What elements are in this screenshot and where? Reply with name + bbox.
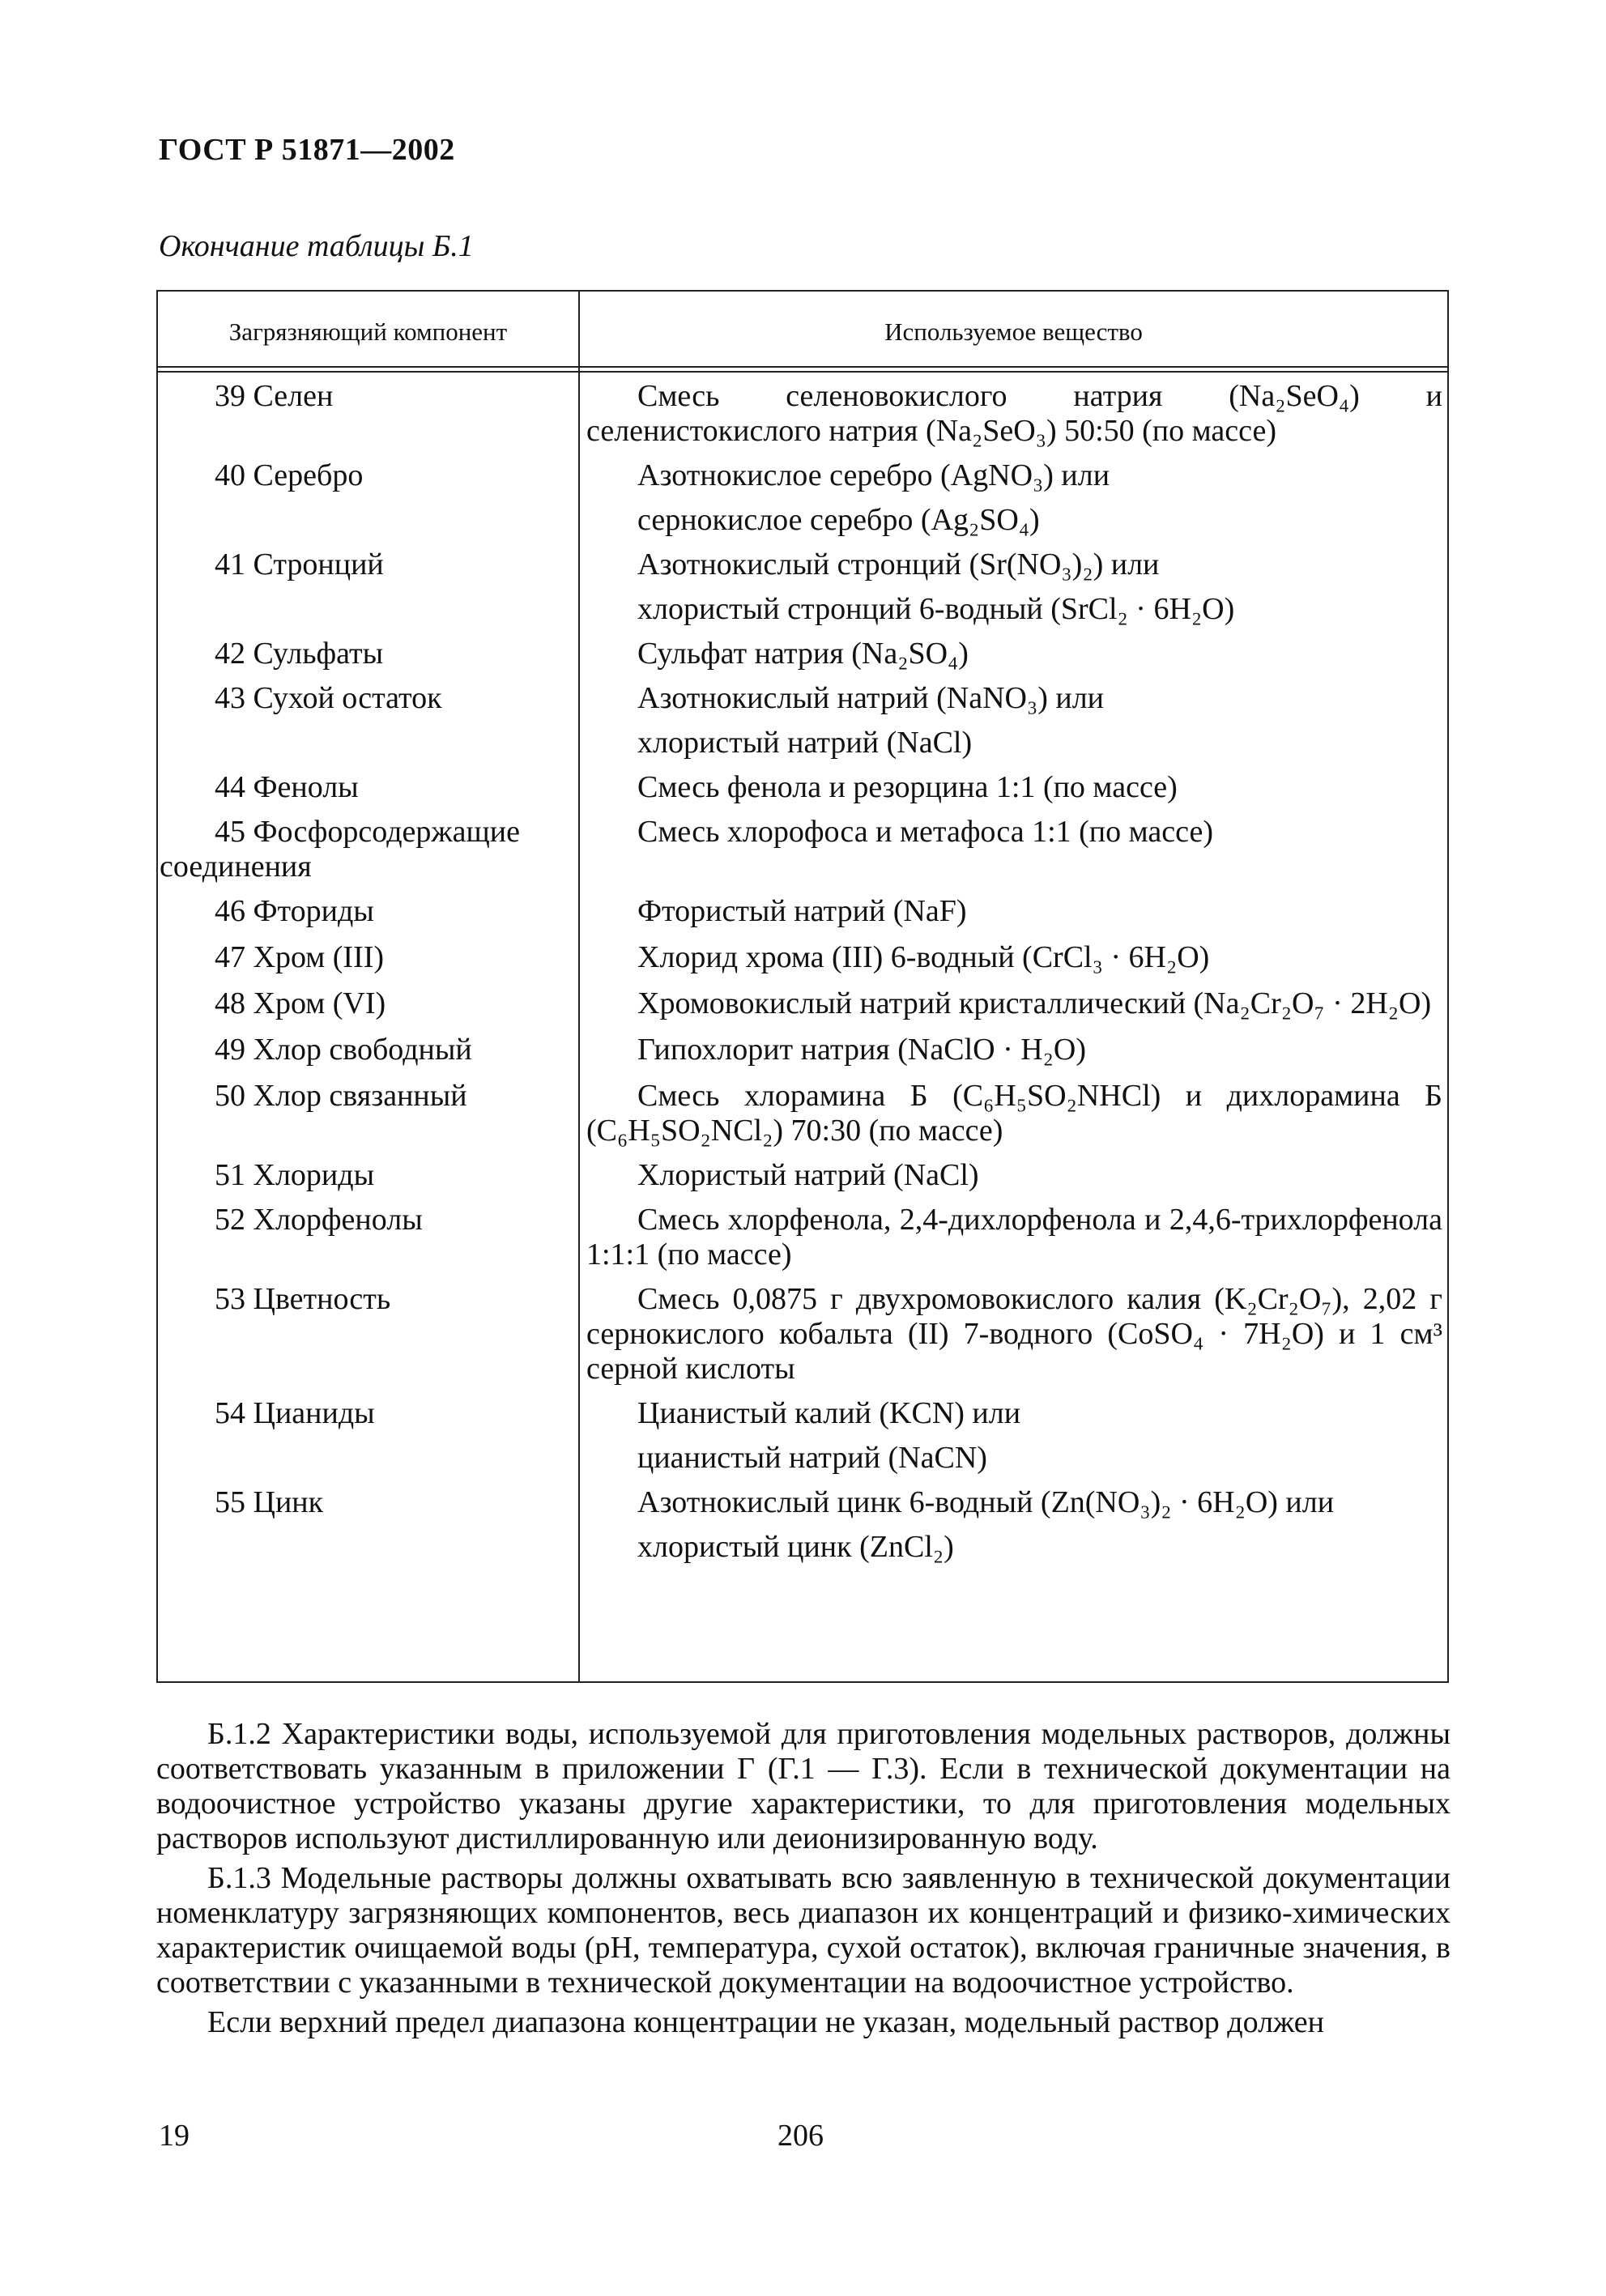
table-row bbox=[158, 770, 1447, 805]
substance-cell bbox=[580, 379, 1447, 449]
substance-text: Цианистый калий (KCN) или bbox=[637, 1396, 1021, 1430]
substance-text: Азотнокислое серебро (AgNO₃) или bbox=[637, 458, 1110, 492]
component-name: 43 Сухой остаток bbox=[215, 681, 442, 715]
table-row bbox=[158, 815, 1447, 884]
component-cell bbox=[158, 986, 578, 1021]
table-row bbox=[158, 894, 1447, 929]
paragraph-upper-limit: Если верхний предел диапазона концентрации не указан, модельный раствор должен bbox=[207, 2005, 1325, 2039]
table-row bbox=[158, 637, 1447, 671]
substance-text: Азотнокислый стронций (Sr(NO₃)₂) или bbox=[637, 547, 1160, 581]
table-body bbox=[158, 379, 1447, 1574]
component-name: 44 Фенолы bbox=[215, 770, 359, 804]
substance-text-alt: хлористый стронций 6-водный (SrCl₂ · 6H₂O) bbox=[637, 592, 1235, 626]
substance-cell bbox=[580, 770, 1447, 805]
paragraph-b-1-3: Б.1.3 Модельные растворы должны охватывать всю заявленную в технической документации номенклатуру загрязняющих компонентов, весь диапазон их концентраций и физико-химических характеристик очищаемой воды (pH, температура, сухой остаток), включая граничные значения, в соответствии с указанными в технической документации на водоочистное устройство. bbox=[156, 1861, 1451, 2000]
component-name: 52 Хлорфенолы bbox=[215, 1203, 423, 1237]
component-name: 49 Хлор свободный bbox=[215, 1033, 472, 1067]
substance-text: Азотнокислый цинк 6-водный (Zn(NO₃)₂ · 6H₂O) или bbox=[637, 1485, 1335, 1519]
component-cell bbox=[158, 1282, 578, 1387]
substance-text-alt: цианистый натрий (NaCN) bbox=[637, 1441, 987, 1475]
substance-cell bbox=[580, 1485, 1447, 1565]
component-cell bbox=[158, 1396, 578, 1476]
substance-text: Смесь хлорамина Б (C₆H₅SO₂NHCl) и дихлорамина Б (C₆H₅SO₂NCl₂) 70:30 (по массе) bbox=[586, 1079, 1442, 1148]
component-name: 54 Цианиды bbox=[215, 1396, 375, 1430]
component-cell bbox=[158, 815, 578, 884]
substance-text: Смесь хлорофоса и метафоса 1:1 (по массе) bbox=[637, 815, 1213, 849]
table-row bbox=[158, 1203, 1447, 1272]
substance-cell bbox=[580, 637, 1447, 671]
component-name: 50 Хлор связанный bbox=[215, 1079, 467, 1113]
component-cell bbox=[158, 681, 578, 760]
component-cell bbox=[158, 547, 578, 627]
component-cell bbox=[158, 458, 578, 538]
substance-text-alt: сернокислое серебро (Ag₂SO₄) bbox=[637, 503, 1040, 537]
component-name: 39 Селен bbox=[215, 379, 334, 413]
component-cell bbox=[158, 1485, 578, 1565]
substance-text: Хромовокислый натрий кристаллический (Na₂Cr₂O₇ · 2H₂O) bbox=[637, 986, 1432, 1020]
substance-cell bbox=[580, 1033, 1447, 1067]
substance-cell bbox=[580, 940, 1447, 975]
column-header-substance: Используемое вещество bbox=[884, 317, 1143, 346]
component-cell bbox=[158, 770, 578, 805]
body-text bbox=[156, 1717, 1451, 2045]
substance-cell bbox=[580, 1079, 1447, 1148]
component-name: 41 Стронций bbox=[215, 547, 384, 581]
header-rule bbox=[158, 371, 1447, 373]
table-row bbox=[158, 681, 1447, 760]
component-name: 51 Хлориды bbox=[215, 1158, 375, 1192]
substance-text: Смесь 0,0875 г двухромовокислого калия (K₂Cr₂O₇), 2,02 г сернокислого кобальта (II) 7-водного (CoSO₄ · 7H₂O) и 1 см³ серной кислоты bbox=[586, 1282, 1442, 1386]
component-name: 48 Хром (VI) bbox=[215, 986, 386, 1020]
table-row bbox=[158, 986, 1447, 1021]
column-header-component: Загрязняющий компонент bbox=[228, 317, 508, 346]
substance-text-alt: хлористый натрий (NaCl) bbox=[637, 726, 973, 760]
component-name: 47 Хром (III) bbox=[215, 940, 385, 974]
substance-text: Хлорид хрома (III) 6-водный (CrCl₃ · 6H₂O) bbox=[637, 940, 1210, 974]
header-rule bbox=[158, 366, 1447, 368]
document-id: ГОСТ Р 51871—2002 bbox=[159, 133, 455, 167]
substance-text: Смесь хлорфенола, 2,4-дихлорфенола и 2,4,6-трихлорфенола 1:1:1 (по массе) bbox=[586, 1203, 1442, 1272]
page-number-left: 19 bbox=[159, 2119, 190, 2153]
table-row bbox=[158, 547, 1447, 627]
substances-table bbox=[156, 290, 1449, 1683]
table-row bbox=[158, 458, 1447, 538]
substance-text: Хлористый натрий (NaCl) bbox=[637, 1158, 979, 1192]
component-name: 53 Цветность bbox=[215, 1282, 391, 1316]
table-row bbox=[158, 1158, 1447, 1193]
component-cell bbox=[158, 379, 578, 449]
substance-cell bbox=[580, 681, 1447, 760]
substance-cell bbox=[580, 547, 1447, 627]
component-name: 45 Фосфорсодержащие соединения bbox=[160, 815, 520, 884]
component-name: 42 Сульфаты bbox=[215, 637, 384, 671]
table-row bbox=[158, 1033, 1447, 1067]
table-row bbox=[158, 1396, 1447, 1476]
substance-text: Смесь фенола и резорцина 1:1 (по массе) bbox=[637, 770, 1178, 804]
component-name: 40 Серебро bbox=[215, 458, 364, 492]
table-row bbox=[158, 1282, 1447, 1387]
substance-cell bbox=[580, 815, 1447, 884]
substance-text: Сульфат натрия (Na₂SO₄) bbox=[637, 637, 969, 671]
component-cell bbox=[158, 637, 578, 671]
table-row bbox=[158, 1485, 1447, 1565]
component-cell bbox=[158, 940, 578, 975]
substance-text: Смесь селеновокислого натрия (Na₂SeO₄) и селенистокислого натрия (Na₂SeO₃) 50:50 (по массе) bbox=[586, 379, 1442, 448]
component-cell bbox=[158, 1203, 578, 1272]
substance-text: Гипохлорит натрия (NaClO · H₂O) bbox=[637, 1033, 1087, 1067]
substance-cell bbox=[580, 1396, 1447, 1476]
substance-cell bbox=[580, 1203, 1447, 1272]
page-number-center: 206 bbox=[777, 2119, 824, 2153]
component-cell bbox=[158, 1079, 578, 1148]
component-cell bbox=[158, 1158, 578, 1193]
substance-cell bbox=[580, 1282, 1447, 1387]
paragraph-b-1-2: Б.1.2 Характеристики воды, используемой для приготовления модельных растворов, должны соответствовать указанным в приложении Г (Г.1 — Г.3). Если в технической документации на водоочистное устройство указаны другие характеристики, то для приготовления модельных растворов используют дистиллированную или деионизированную воду. bbox=[156, 1717, 1451, 1855]
component-cell bbox=[158, 894, 578, 929]
substance-text: Фтористый натрий (NaF) bbox=[637, 894, 967, 928]
substance-cell bbox=[580, 986, 1447, 1021]
substance-text: Азотнокислый натрий (NaNO₃) или bbox=[637, 681, 1105, 715]
component-name: 55 Цинк bbox=[215, 1485, 324, 1519]
table-row bbox=[158, 1079, 1447, 1148]
table-row bbox=[158, 379, 1447, 449]
substance-cell bbox=[580, 458, 1447, 538]
table-row bbox=[158, 940, 1447, 975]
substance-cell bbox=[580, 894, 1447, 929]
table-caption: Окончание таблицы Б.1 bbox=[159, 229, 474, 263]
substance-cell bbox=[580, 1158, 1447, 1193]
component-name: 46 Фториды bbox=[215, 894, 374, 928]
component-cell bbox=[158, 1033, 578, 1067]
substance-text-alt: хлористый цинк (ZnCl₂) bbox=[637, 1530, 954, 1564]
